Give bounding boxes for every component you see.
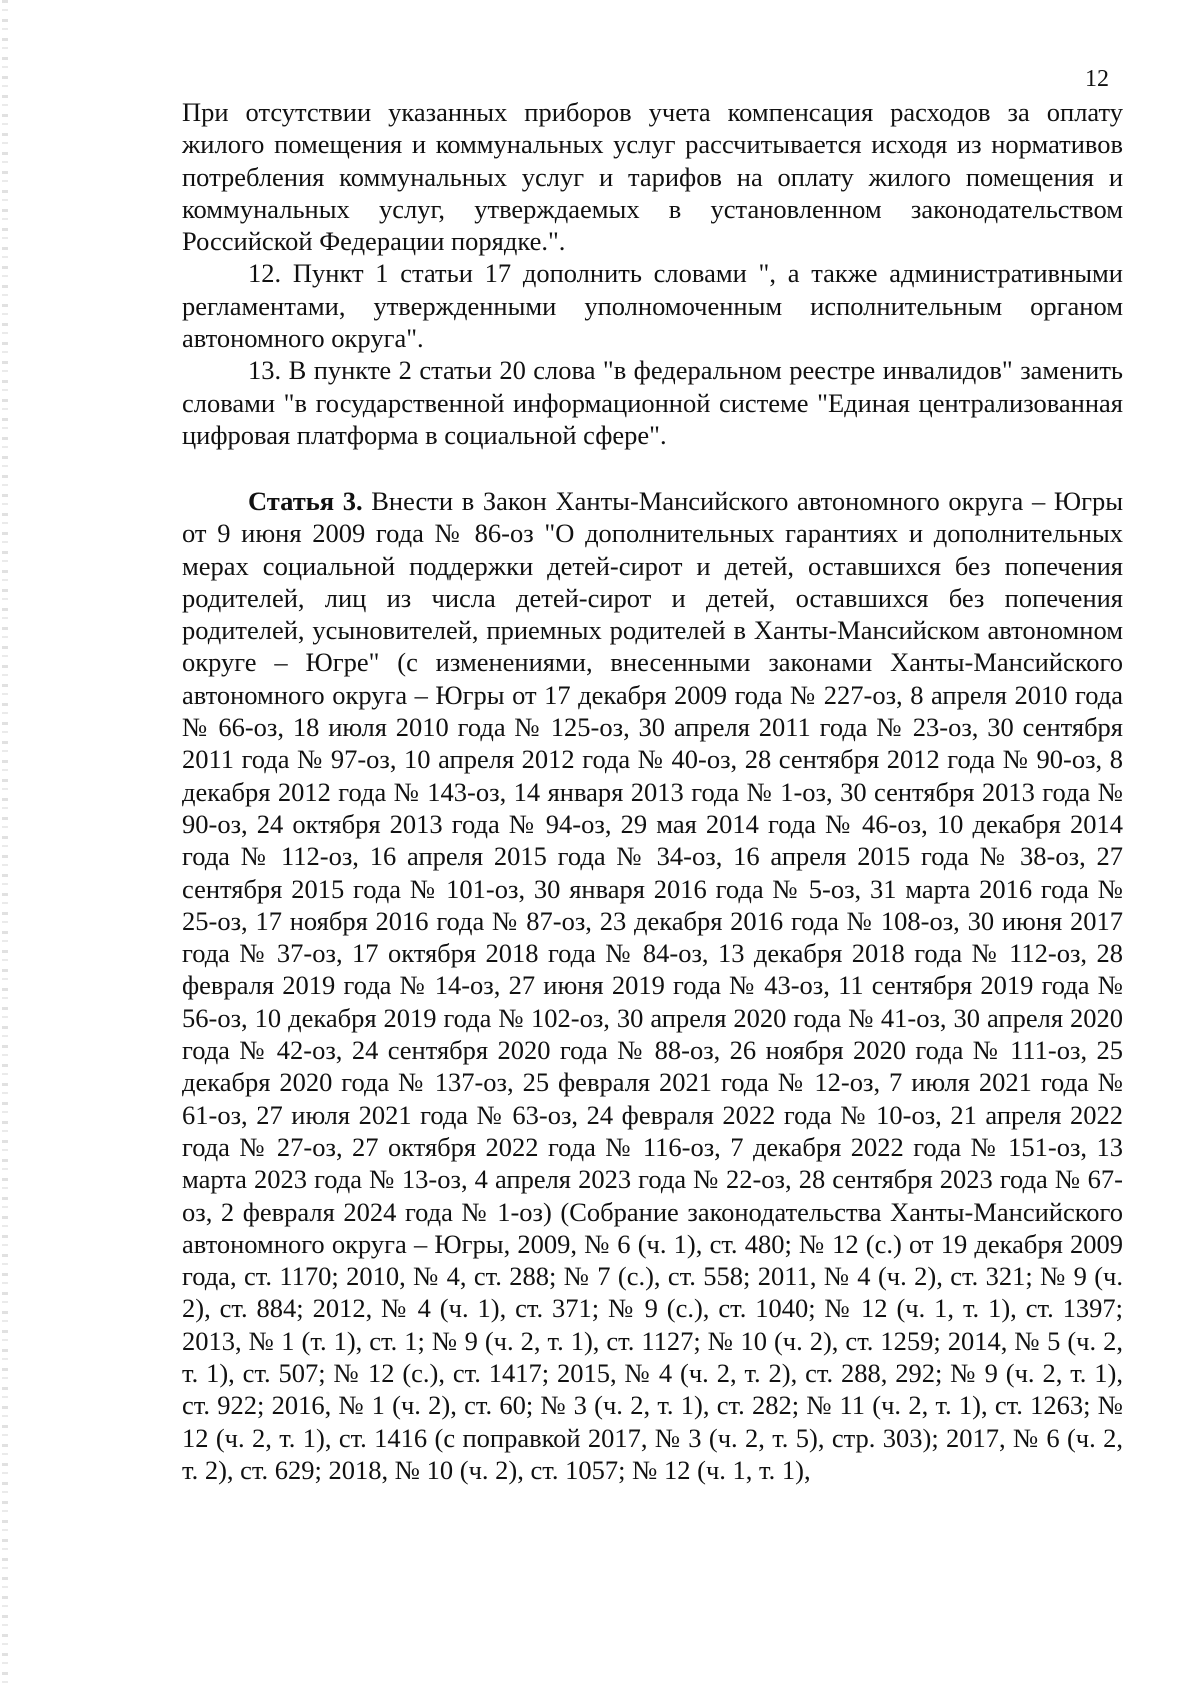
paragraph-item-13: 13. В пункте 2 статьи 20 слова "в федеральном реестре инвалидов" заменить словами "в государственной информационной системе "Единая централизованная цифровая платформа в социальной сфере". (182, 355, 1123, 450)
article-3-section (182, 485, 1123, 1486)
paragraph-meters-compensation: При отсутствии указанных приборов учета компенсация расходов за оплату жилого помещения и коммунальных услуг рассчитывается исходя из нормативов потребления коммунальных услуг и тарифов на оплату жилого помещения и коммунальных услуг, утверждаемых в установленном законодательством Российской Федерации порядке.". (182, 97, 1123, 257)
article-3-text: Внести в Закон Ханты-Мансийского автономного округа – Югры от 9 июня 2009 года № 86-оз "О дополнительных гарантиях и дополнительных мерах социальной поддержки детей-сирот и детей, оставшихся без попечения родителей, лиц из числа детей-сирот и детей, оставшихся без попечения родителей, усыновителей, приемных родителей в Ханты-Мансийском автономном округе – Югре" (с изменениями, внесенными законами Ханты-Мансийского автономного округа – Югры от 17 декабря 2009 года № 227-оз, 8 апреля 2010 года № 66-оз, 18 июля 2010 года № 125-оз, 30 апреля 2011 года № 23-оз, 30 сентября 2011 года № 97-оз, 10 апреля 2012 года № 40-оз, 28 сентября 2012 года № 90-оз, 8 декабря 2012 года № 143-оз, 14 января 2013 года № 1-оз, 30 сентября 2013 года № 90-оз, 24 октября 2013 года № 94-оз, 29 мая 2014 года № 46-оз, 10 декабря 2014 года № 112-оз, 16 апреля 2015 года № 34-оз, 16 апреля 2015 года № 38-оз, 27 сентября 2015 года № 101-оз, 30 января 2016 года № 5-оз, 31 марта 2016 года № 25-оз, 17 ноября 2016 года № 87-оз, 23 декабря 2016 года № 108-оз, 30 июня 2017 года № 37-оз, 17 октября 2018 года № 84-оз, 13 декабря 2018 года № 112-оз, 28 февраля 2019 года № 14-оз, 27 июня 2019 года № 43-оз, 11 сентября 2019 года № 56-оз, 10 декабря 2019 года № 102-оз, 30 апреля 2020 года № 41-оз, 30 апреля 2020 года № 42-оз, 24 сентября 2020 года № 88-оз, 26 ноября 2020 года № 111-оз, 25 декабря 2020 года № 137-оз, 25 февраля 2021 года № 12-оз, 7 июля 2021 года № 61-оз, 27 июля 2021 года № 63-оз, 24 февраля 2022 года № 10-оз, 21 апреля 2022 года № 27-оз, 27 октября 2022 года № 116-оз, 7 декабря 2022 года № 151-оз, 13 марта 2023 года № 13-оз, 4 апреля 2023 года № 22-оз, 28 сентября 2023 года № 67-оз, 2 февраля 2024 года № 1-оз) (Собрание законодательства Ханты-Мансийского автономного округа – Югры, 2009, № 6 (ч. 1), ст. 480; № 12 (с.) от 19 декабря 2009 года, ст. 1170; 2010, № 4, ст. 288; № 7 (с.), ст. 558; 2011, № 4 (ч. 2), ст. 321; № 9 (ч. 2), ст. 884; 2012, № 4 (ч. 1), ст. 371; № 9 (с.), ст. 1040; № 12 (ч. 1, т. 1), ст. 1397; 2013, № 1 (т. 1), ст. 1; № 9 (ч. 2, т. 1), ст. 1127; № 10 (ч. 2), ст. 1259; 2014, № 5 (ч. 2, т. 1), ст. 507; № 12 (с.), ст. 1417; 2015, № 4 (ч. 2, т. 2), ст. 288, 292; № 9 (ч. 2, т. 1), ст. 922; 2016, № 1 (ч. 2), ст. 60; № 3 (ч. 2, т. 1), ст. 282; № 11 (ч. 2, т. 1), ст. 1263; № 12 (ч. 2, т. 1), ст. 1416 (с поправкой 2017, № 3 (ч. 2, т. 5), стр. 303); 2017, № 6 (ч. 2, т. 2), ст. 629; 2018, № 10 (ч. 2), ст. 1057; № 12 (ч. 1, т. 1), (182, 486, 1123, 1485)
page-number: 12 (1085, 66, 1109, 92)
article-3-heading: Статья 3. (248, 486, 363, 516)
article-3-paragraph (182, 485, 1123, 1486)
paragraph-item-12: 12. Пункт 1 статьи 17 дополнить словами ", а также административными регламентами, утвержденными уполномоченным исполнительным органом автономного округа". (182, 258, 1123, 354)
scan-binding-edge (2, 0, 8, 1684)
amendments-section (182, 96, 1123, 451)
